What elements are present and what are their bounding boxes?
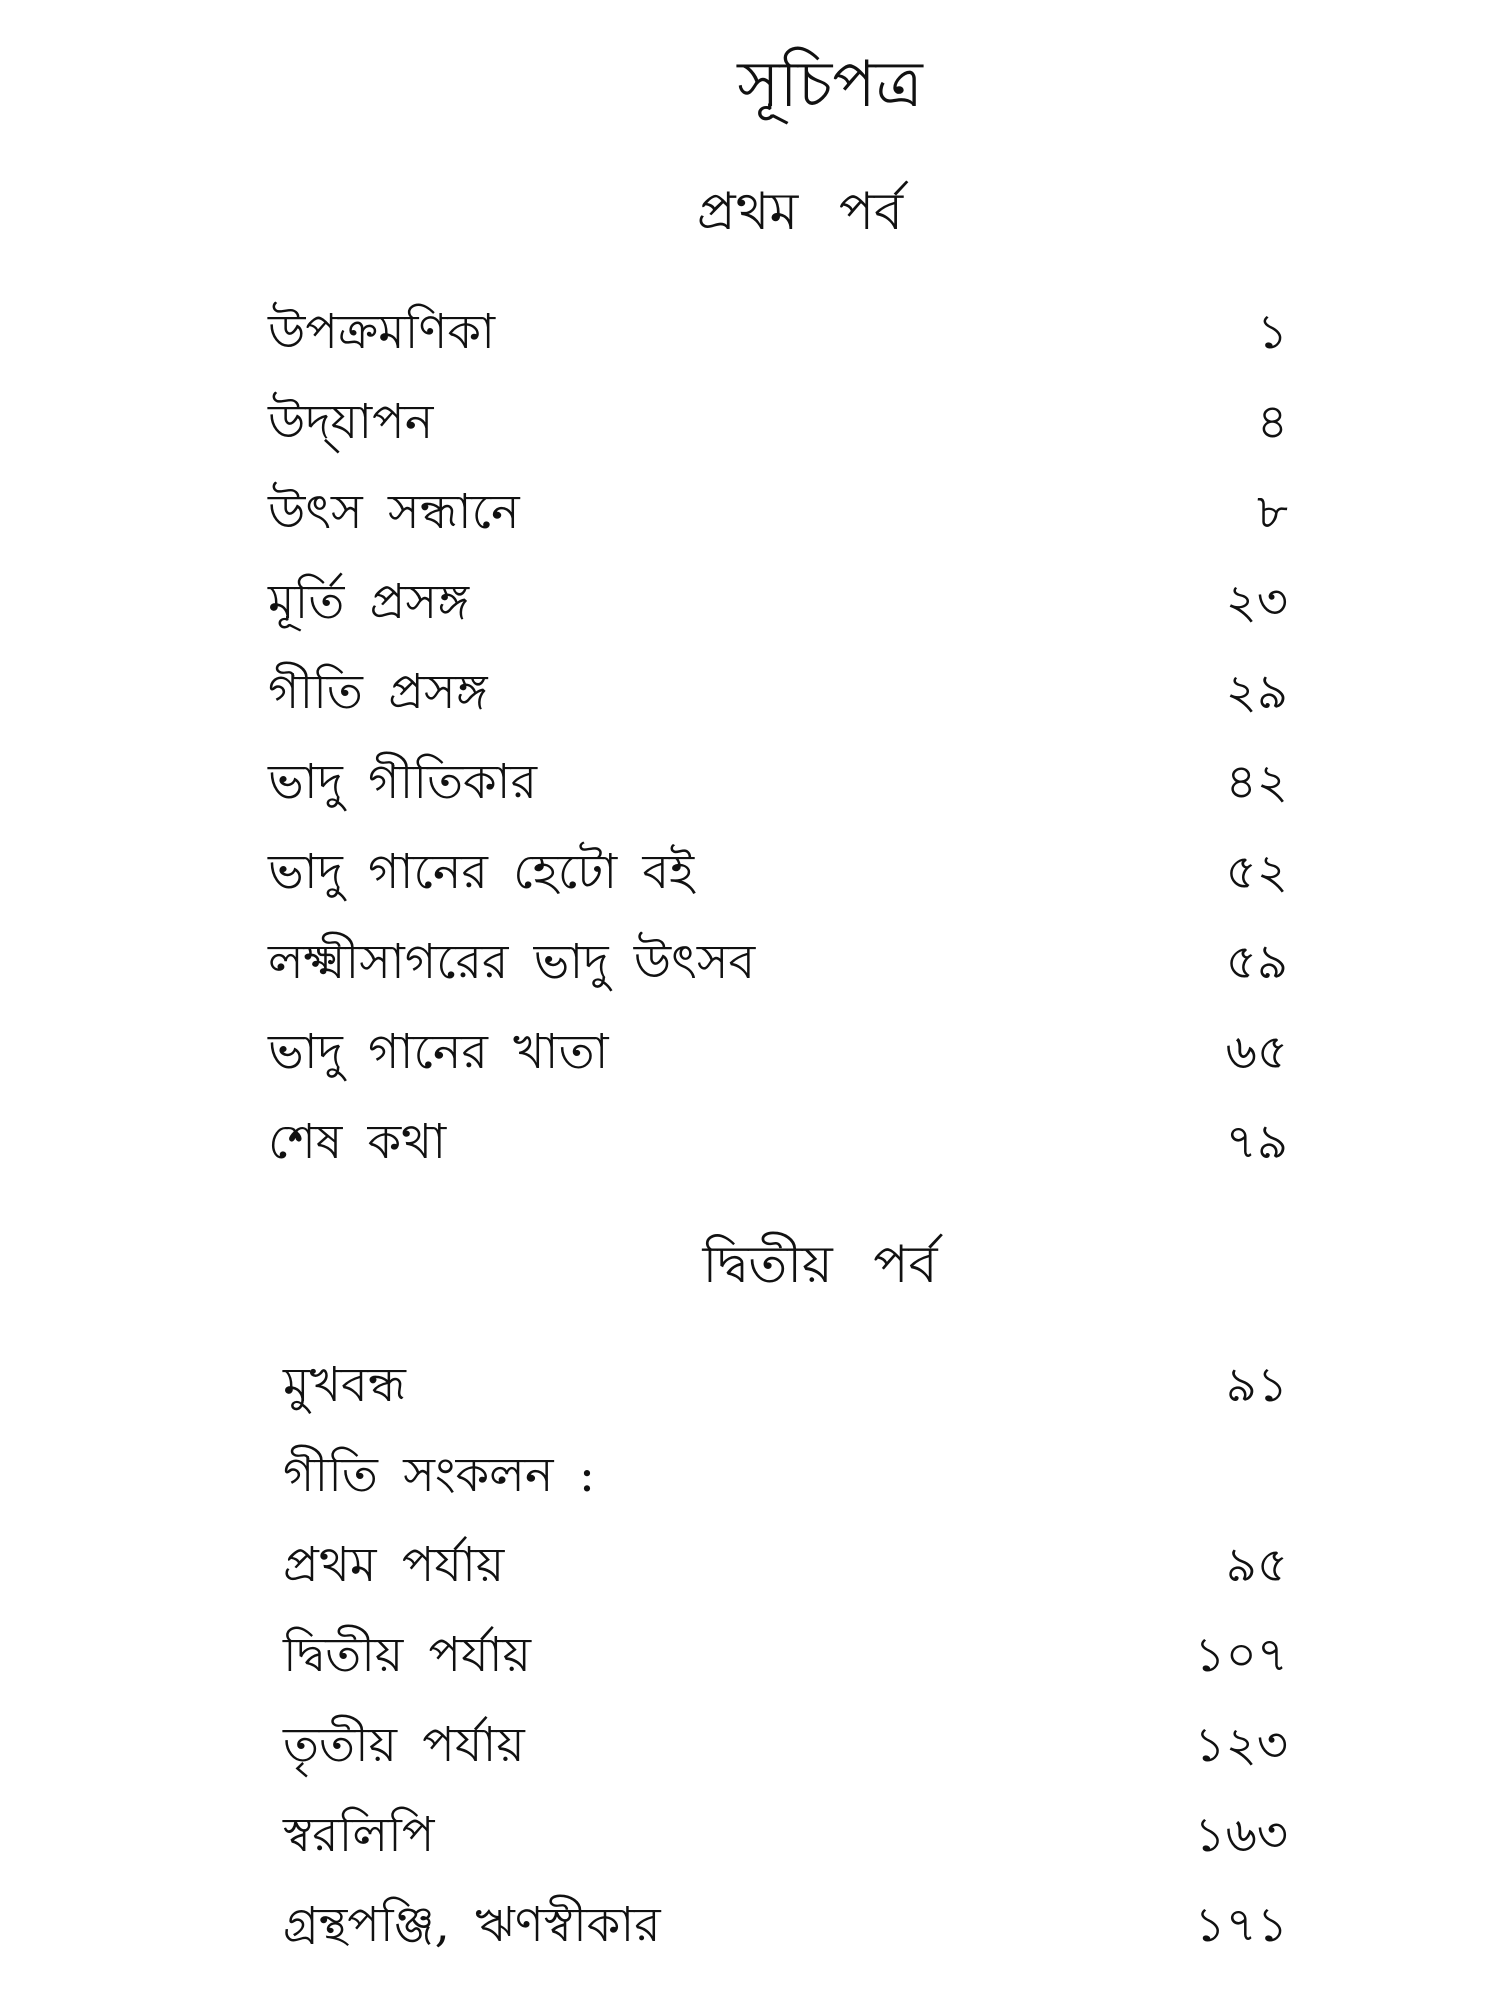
toc-entry xyxy=(268,562,1288,642)
toc-entry-page: ২৩ xyxy=(1225,574,1288,630)
toc-entry-label: মূর্তি প্রসঙ্গ xyxy=(268,574,470,630)
toc-entry-page: ১ xyxy=(1256,304,1288,360)
toc-entry-page: ৮ xyxy=(1256,484,1288,540)
toc-entry-page: ২৯ xyxy=(1225,664,1288,720)
toc-entry xyxy=(268,292,1288,372)
toc-entry-label: মুখবন্ধ xyxy=(283,1357,406,1413)
toc-entry-label: লক্ষ্মীসাগরের ভাদু উৎসব xyxy=(268,934,756,990)
toc-entry-label: দ্বিতীয় পর্যায় xyxy=(283,1627,531,1683)
toc-entry-page: ৪২ xyxy=(1225,754,1288,810)
toc-entry xyxy=(283,1885,1288,1965)
toc-entry-label: ভাদু গানের খাতা xyxy=(268,1024,609,1080)
toc-entry-label: স্বরলিপি xyxy=(283,1807,435,1863)
toc-entry-label: ভাদু গানের হেটো বই xyxy=(268,844,695,900)
toc-entry xyxy=(268,1102,1288,1182)
toc-entry-label: উপক্রমণিকা xyxy=(268,304,496,360)
toc-entry-page: ৪ xyxy=(1256,394,1288,450)
toc-entry xyxy=(268,922,1288,1002)
toc-entry-page: ১৭১ xyxy=(1194,1897,1288,1953)
toc-subheading xyxy=(283,1435,1288,1515)
toc-entry xyxy=(268,652,1288,732)
toc-entry-page: ৯১ xyxy=(1225,1357,1288,1413)
toc-entry-page: ৭৯ xyxy=(1225,1114,1288,1170)
toc-entry-label: গীতি প্রসঙ্গ xyxy=(268,664,488,720)
toc-entry xyxy=(268,832,1288,912)
toc-entry xyxy=(268,472,1288,552)
part-heading-first: প্রথম পর্ব xyxy=(696,182,904,242)
part-heading-second: দ্বিতীয় পর্ব xyxy=(702,1235,938,1295)
page-title: সূচিপত্র xyxy=(737,48,923,122)
toc-entry-label: উৎস সন্ধানে xyxy=(268,484,520,540)
toc-entry-label: প্রথম পর্যায় xyxy=(283,1537,505,1593)
toc-entry xyxy=(283,1795,1288,1875)
toc-entry-page: ৯৫ xyxy=(1225,1537,1288,1593)
toc-entry xyxy=(268,742,1288,822)
toc-entry-label: গ্রন্থপঞ্জি, ঋণস্বীকার xyxy=(283,1897,661,1953)
toc-entry-label: ভাদু গীতিকার xyxy=(268,754,538,810)
toc-entry xyxy=(283,1615,1288,1695)
toc-entry-page: ১০৭ xyxy=(1194,1627,1288,1683)
toc-entry-page: ৫২ xyxy=(1225,844,1288,900)
toc-entry xyxy=(268,1012,1288,1092)
toc-entry-page: ৫৯ xyxy=(1225,934,1288,990)
toc-entry-page: ৬৫ xyxy=(1225,1024,1288,1080)
toc-entry xyxy=(283,1525,1288,1605)
toc-entry xyxy=(268,382,1288,462)
toc-entry xyxy=(283,1345,1288,1425)
toc-entry xyxy=(283,1705,1288,1785)
toc-entry-label: গীতি সংকলন : xyxy=(283,1447,595,1503)
toc-entry-label: শেষ কথা xyxy=(268,1114,447,1170)
toc-entry-page: ১২৩ xyxy=(1194,1717,1288,1773)
toc-entry-label: তৃতীয় পর্যায় xyxy=(283,1717,525,1773)
toc-entry-page: ১৬৩ xyxy=(1194,1807,1288,1863)
toc-entry-label: উদ্‌যাপন xyxy=(268,394,434,450)
